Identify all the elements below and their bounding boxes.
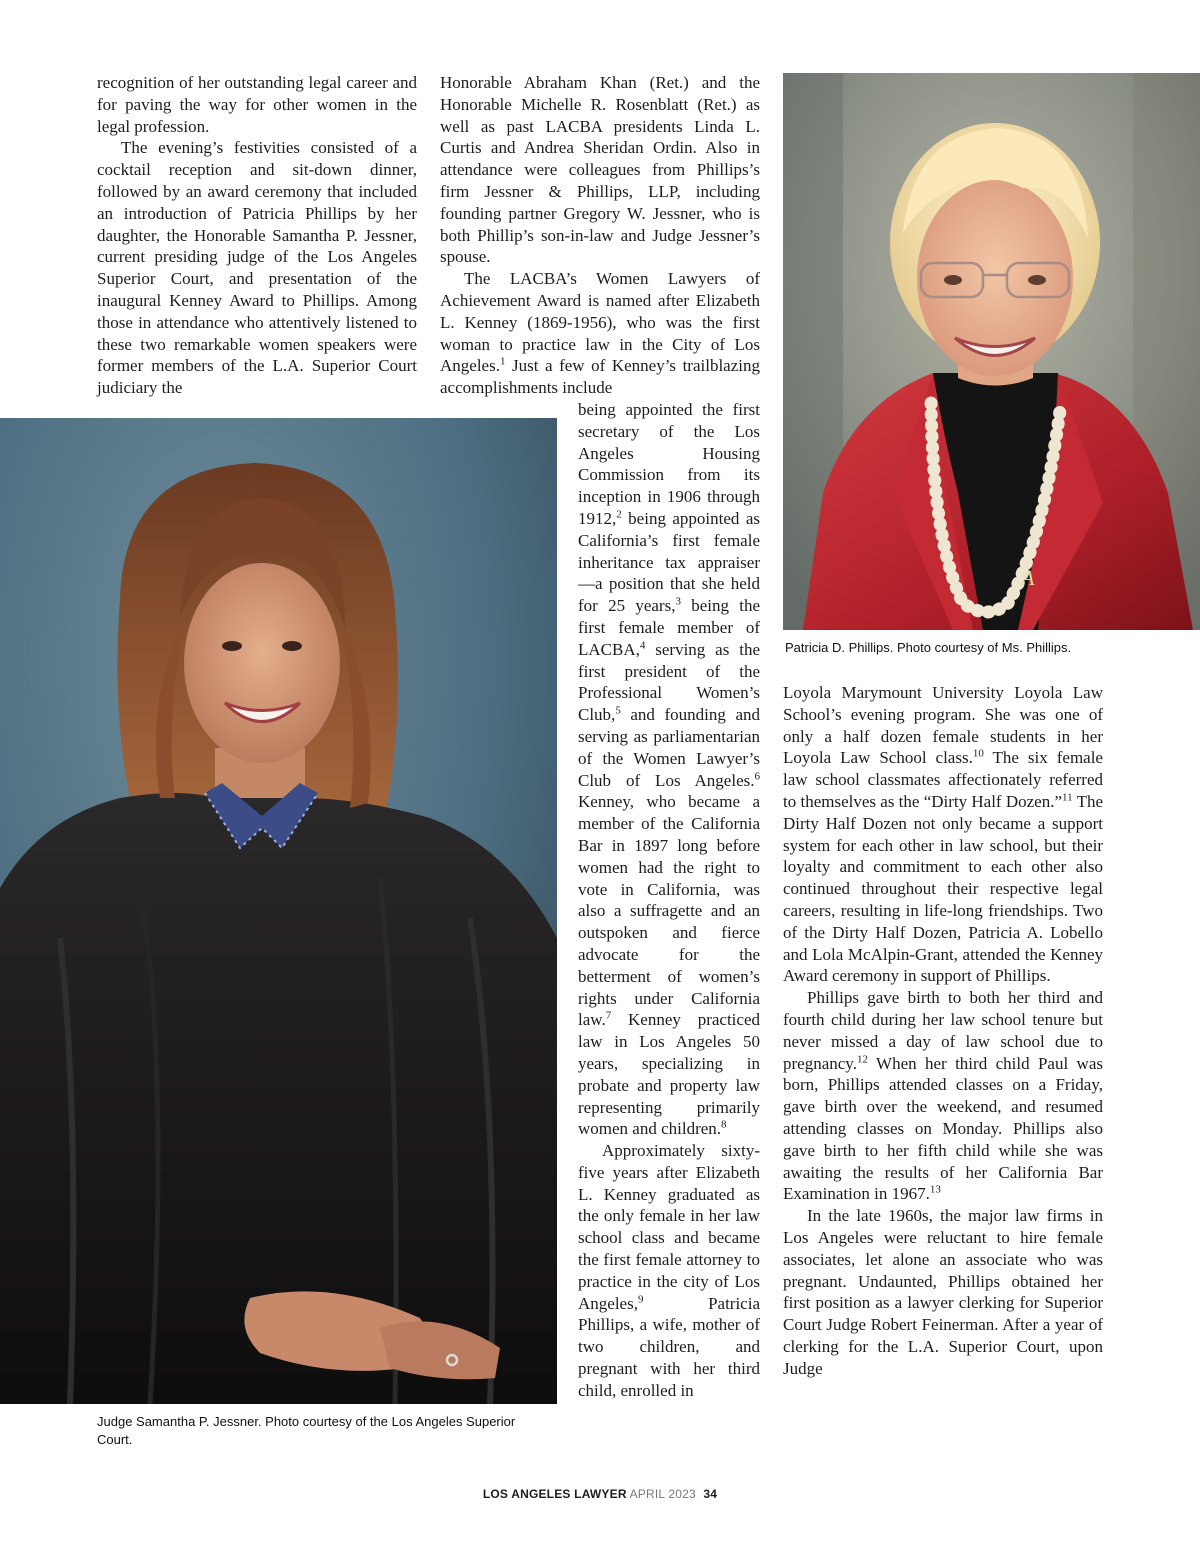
footnote-ref: 12 bbox=[856, 1052, 868, 1065]
paragraph: Phillips gave birth to both her third and fourth child during her law school tenure but never missed a day of law school due to pregnancy.$^{12}$ When her third child Paul was born, Phillips attended classes on a Friday, gave birth over the weekend, and resumed attending classes on Monday. Phillips also gave birth to her fifth child while she was awaiting the results of her California Bar Examination in 1967.13 bbox=[783, 988, 1103, 1204]
article-column-1 bbox=[97, 72, 417, 399]
footnote-ref: 5 bbox=[615, 704, 621, 717]
footnote-ref: 9 bbox=[637, 1293, 644, 1306]
paragraph: Approximately sixty-five years after Elizabeth L. Kenney graduated as the only female in her law school class and became the first female attorney to practice in the city of Los Angeles,$^9$ Patricia Phillips, a wife, mother of two children, and pregnant with her third child, enrolled in bbox=[578, 1141, 760, 1400]
footnote-ref: 10 bbox=[972, 747, 984, 760]
photo-caption-jessner: Judge Samantha P. Jessner. Photo courtesy of the Los Angeles Superior Court. bbox=[97, 1414, 516, 1447]
footnote-ref: 4 bbox=[639, 639, 646, 652]
article-column-3 bbox=[783, 682, 1103, 1380]
publication-name: LOS ANGELES LAWYER bbox=[482, 1487, 627, 1501]
photo-caption-phillips: Patricia D. Phillips. Photo courtesy of Ms. Phillips. bbox=[785, 640, 1072, 655]
paragraph: In the late 1960s, the major law firms in Los Angeles were reluctant to hire female associates, let alone an associate who was pregnant. Undaunted, Phillips obtained her first position as a lawyer clerking for Superior Court Judge Robert Feinerman. After a year of clerking for the L.A. Superior Court, upon Judge bbox=[783, 1206, 1103, 1378]
paragraph: Loyola Marymount University Loyola Law School’s evening program. She was one of only a half dozen female students in her Loyola Law School class.$^{10}$ The six female law school classmates affectionately referred to themselves as the “Dirty Half Dozen.”$^{11}$ The Dirty Half Dozen not only became a support system for each other in law school, but their loyalty and commitment to each other also continued throughout their respective legal careers, resulting in life-long friendships. Two of the Dirty Half Dozen, Patricia A. Lobello and Lola McAlpin-Grant, attended the Kenney Award ceremony in support of Phillips. bbox=[783, 683, 1104, 986]
footnote-ref: 13 bbox=[929, 1183, 941, 1196]
footnote-ref: 2 bbox=[616, 508, 622, 521]
paragraph: being appointed the first secretary of the Los Angeles Housing Commission from its inception in 1906 through 1912,$^2$ being appointed as California’s first female inheritance tax appraiser—a position that she held for 25 years,$^3$ being the first female member of LACBA,$^4$ serving as the first president of the Professional Women’s Club,$^5$ and founding and serving as parliamentarian of the Women Lawyer’s Club of Los Angeles.$^6$ Kenney, who became a member of the California Bar in 1897 long before women had the right to vote in California, was also a suffragette and an outspoken and fierce advocate for the betterment of women’s rights under California law.$^7$ Kenney practiced law in Los Angeles 50 years, specializing in probate and property law representing primarily women and children.$^8$ bbox=[578, 400, 760, 1139]
issue-date: APRIL 2023 bbox=[629, 1487, 696, 1501]
footnote-ref: 6 bbox=[754, 769, 760, 782]
article-column-2-top bbox=[440, 72, 760, 399]
footnote-ref: 3 bbox=[675, 595, 681, 608]
footnote-ref: 8 bbox=[721, 1118, 727, 1131]
paragraph: recognition of her outstanding legal career and for paving the way for other women in the legal profession. bbox=[97, 73, 417, 136]
svg-text:A: A bbox=[1021, 565, 1035, 590]
page-footer bbox=[0, 1487, 1200, 1501]
page-number: 34 bbox=[703, 1487, 718, 1501]
paragraph: Honorable Abraham Khan (Ret.) and the Honorable Michelle R. Rosenblatt (Ret.) as well as past LACBA presidents Linda L. Curtis and Andrea Sheridan Ordin. Also in attendance were colleagues from Phillips’s firm Jessner & Phillips, LLP, including founding partner Gregory W. Jessner, who is both Phillip’s son-in-law and Judge Jessner’s spouse. bbox=[440, 73, 760, 267]
footnote-ref: 11 bbox=[1062, 791, 1073, 804]
photo-samantha-jessner bbox=[0, 418, 557, 1404]
paragraph: The LACBA’s Women Lawyers of Achievement Award is named after Elizabeth L. Kenney (1869-1956), who was the first woman to practice law in the City of Los Angeles.$^1$ Just a few of Kenney’s trailblazing accomplishments include bbox=[440, 269, 760, 398]
footnote-ref: 1 bbox=[499, 355, 506, 368]
footnote-ref: 7 bbox=[605, 1009, 612, 1022]
photo-patricia-phillips bbox=[783, 73, 1200, 630]
paragraph: The evening’s festivities consisted of a cocktail reception and sit-down dinner, followed by an award ceremony that included an introduction of Patricia Phillips by her daughter, the Honorable Samantha P. Jessner, current presiding judge of the Los Angeles Superior Court, and presentation of the inaugural Kenney Award to Phillips. Among those in attendance who attentively listened to these two remarkable women speakers were former members of the L.A. Superior Court judiciary the bbox=[97, 138, 417, 398]
article-column-2 bbox=[578, 399, 760, 1402]
